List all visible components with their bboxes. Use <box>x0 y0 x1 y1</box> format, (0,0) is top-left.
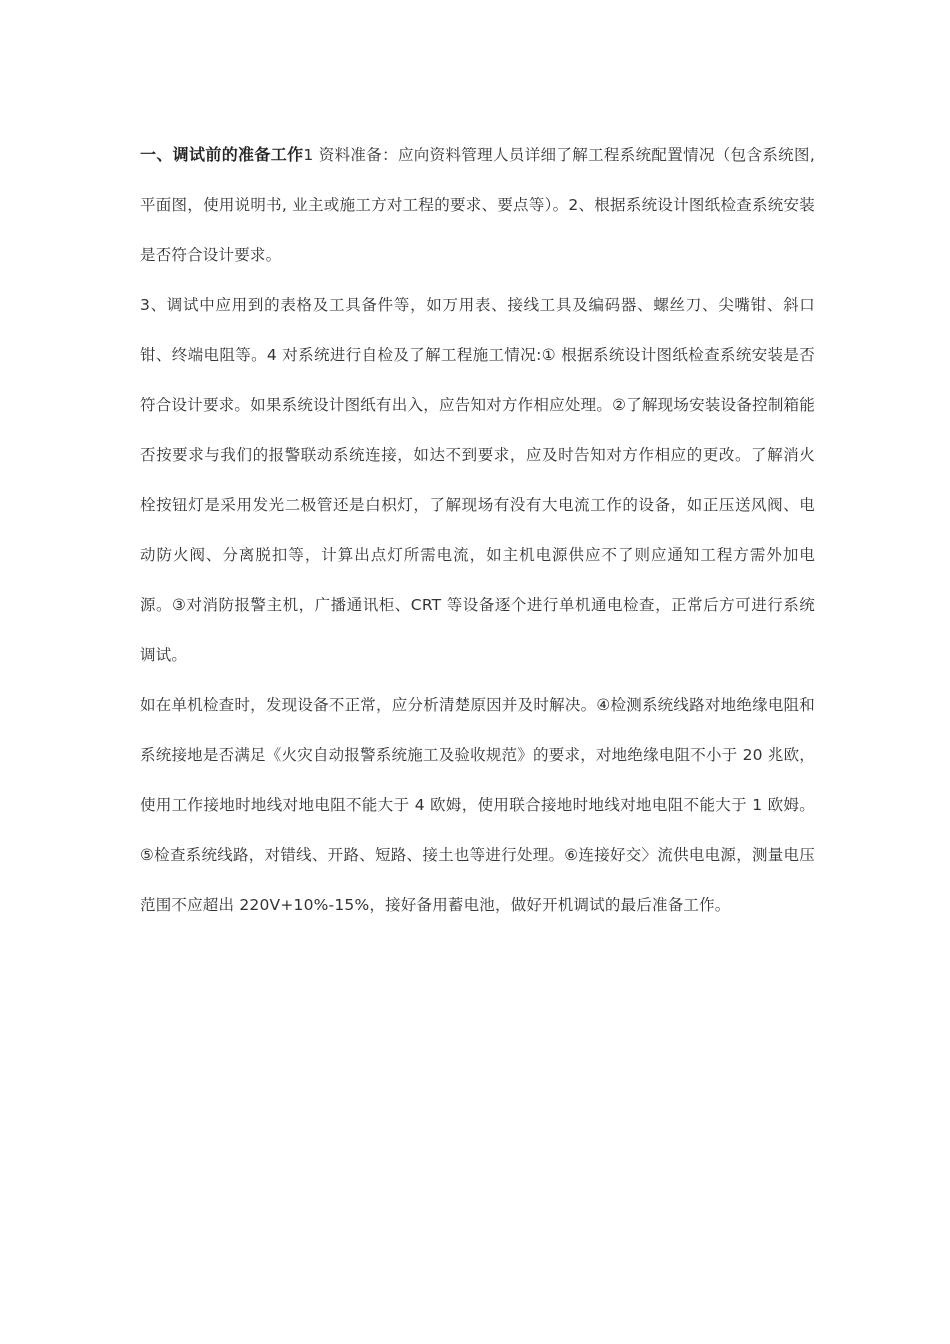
paragraph-2: 3、调试中应用到的表格及工具备件等，如万用表、接线工具及编码器、螺丝刀、尖嘴钳、斜口钳、终端电阻等。4 对系统进行自检及了解工程施工情况:① 根据系统设计图纸检查系统安装是否符合设计要求。如果系统设计图纸有出入，应告知对方作相应处理。②了解现场安装设备控制箱能否按要求与我们的报警联动系统连接，如达不到要求，应及时告知对方作相应的更改。了解消火栓按钮灯是采用发光二极管还是白枳灯，了解现场有没有大电流工作的设备，如正压送风阀、电动防火阀、分离脱扣等，计算出点灯所需电流，如主机电源供应不了则应通知工程方需外加电源。③对消防报警主机，广播通讯柜、CRT 等设备逐个进行单机通电检查，正常后方可进行系统调试。 <box>140 296 815 664</box>
paragraph-3: 如在单机检查时，发现设备不正常，应分析清楚原因并及时解决。④检测系统线路对地绝缘电阻和系统接地是否满足《火灾自动报警系统施工及验收规范》的要求，对地绝缘电阻不小于 20 兆欧，使用工作接地时地线对地电阻不能大于 4 欧姆，使用联合接地时地线对地电阻不能大于 1 欧姆。⑤检查系统线路，对错线、开路、短路、接土也等进行处理。⑥连接好交〉流供电电源，测量电压范围不应超出 220V+10%-15%，接好备用蓄电池，做好开机调试的最后准备工作。 <box>140 696 815 914</box>
paragraph-1 <box>140 130 815 280</box>
section-heading: 一、调试前的准备工作 <box>140 145 304 164</box>
document-body <box>140 130 815 930</box>
paragraph-1-text: 1 资料准备：应向资料管理人员详细了解工程系统配置情况（包含系统图, 平面图，使用说明书, 业主或施工方对工程的要求、要点等）。2、根据系统设计图纸检查系统安装是否符合设计要求。 <box>140 146 815 264</box>
